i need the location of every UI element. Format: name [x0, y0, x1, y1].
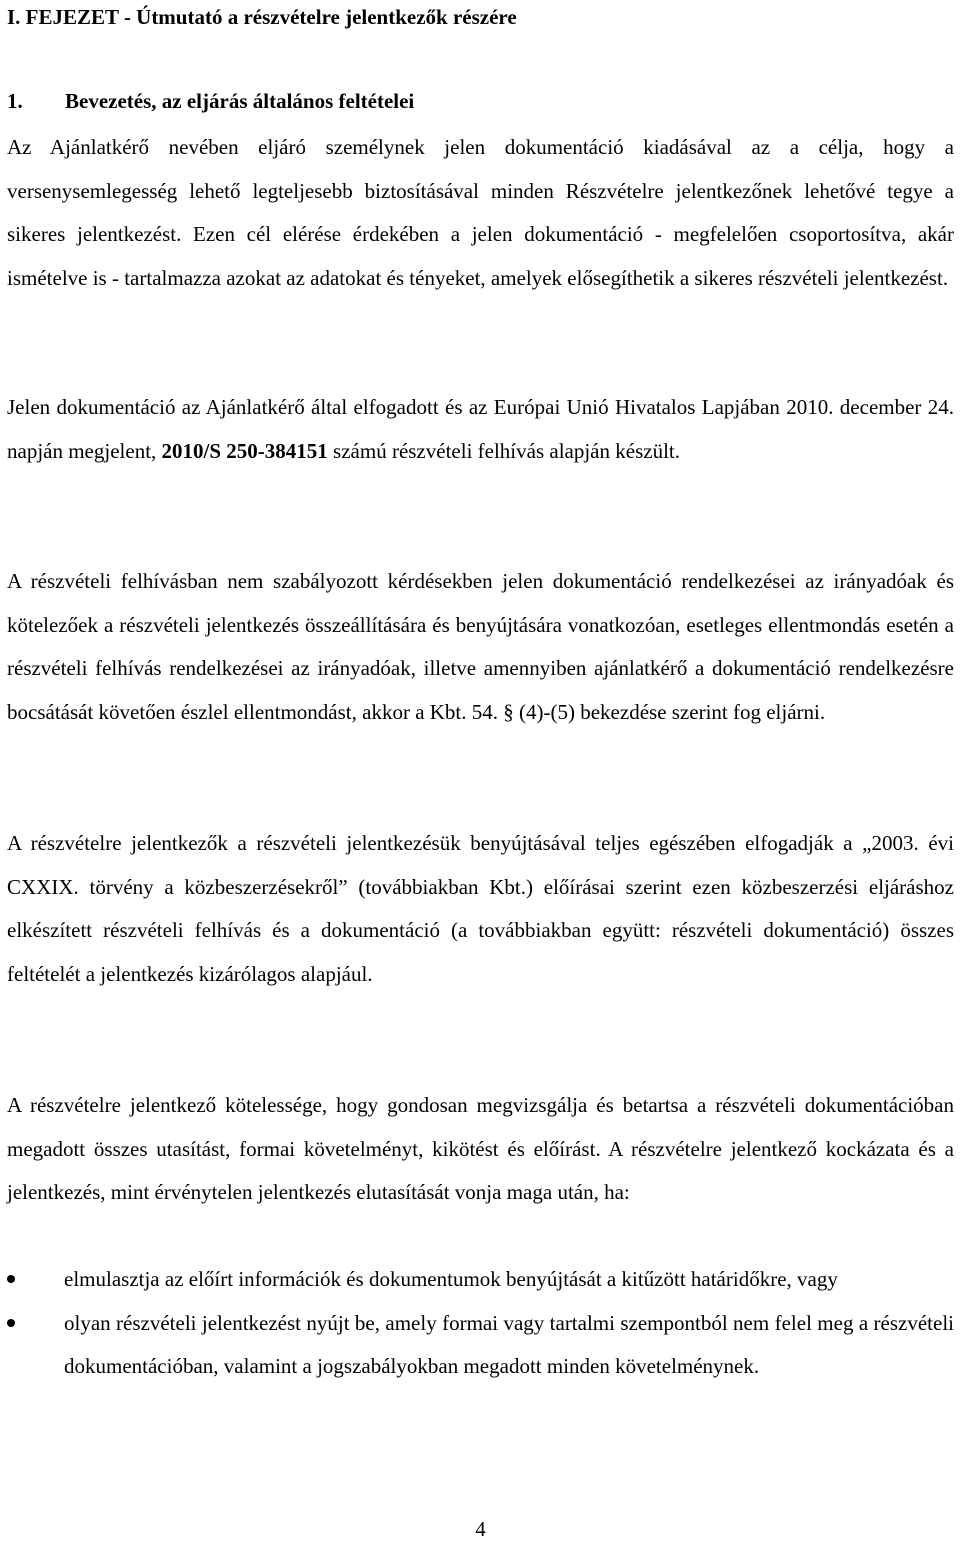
- list-item: [7, 1302, 954, 1389]
- bullet-icon: [7, 1275, 15, 1283]
- list-item-text: elmulasztja az előírt információk és dokumentumok benyújtását a kitűzött határidőkre, vagy: [64, 1267, 838, 1291]
- list-item: [7, 1258, 954, 1302]
- section-number: 1.: [7, 89, 23, 113]
- paragraph-acceptance: A részvételre jelentkezők a részvételi jelentkezésük benyújtásával teljes egészében elfogadják a „2003. évi CXXIX. törvény a közbeszerzésekről” (továbbiakban Kbt.) előírásai szerint ezen közbeszerzési eljáráshoz elkészített részvételi felhívás és a dokumentáció (a továbbiakban együtt: részvételi dokumentáció) összes feltételét a jelentkezés kizárólagos alapjául.: [7, 831, 954, 986]
- paragraph-intro: Az Ajánlatkérő nevében eljáró személynek jelen dokumentáció kiadásával az a célja, hogy a versenysemlegesség lehető legteljesebb biztosításával minden Részvételre jelentkezőnek lehetővé tegye a sikeres jelentkezést. Ezen cél elérése érdekében a jelen dokumentáció - megfelelően csoportosítva, akár ismételve is - tartalmazza azokat az adatokat és tényeket, amelyek elősegíthetik a sikeres részvételi jelentkezést.: [7, 135, 954, 290]
- page-number: 4: [475, 1517, 486, 1541]
- section-title: Bevezetés, az eljárás általános feltételei: [65, 89, 415, 113]
- chapter-title: I. FEJEZET - Útmutató a részvételre jelentkezők részére: [7, 5, 517, 29]
- paragraph-obligations: A részvételre jelentkező kötelessége, hogy gondosan megvizsgálja és betartsa a részvételi dokumentációban megadott összes utasítást, formai követelményt, kikötést és előírást. A részvételre jelentkező kockázata és a jelentkezés, mint érvénytelen jelentkezés elutasítását vonja maga után, ha:: [7, 1093, 954, 1204]
- list-item-text: olyan részvételi jelentkezést nyújt be, amely formai vagy tartalmi szempontból nem felel meg a részvételi dokumentációban, valamint a jogszabályokban megadott minden követelménynek.: [64, 1310, 954, 1378]
- paragraph-governing-rules: A részvételi felhívásban nem szabályozott kérdésekben jelen dokumentáció rendelkezései az irányadóak és kötelezőek a részvételi jelentkezés összeállítására és benyújtására vonatkozóan, esetleges ellentmondás esetén a részvételi felhívás rendelkezései az irányadóak, illetve amennyiben ajánlatkérő a dokumentáció rendelkezésre bocsátását követően észlel ellentmondást, akkor a Kbt. 54. § (4)-(5) bekezdése szerint fog eljárni.: [7, 569, 954, 724]
- rejection-conditions-list: [7, 1258, 954, 1389]
- publication-text-end: számú részvételi felhívás alapján készült.: [327, 438, 680, 463]
- section-heading: [7, 87, 414, 115]
- bullet-icon: [7, 1319, 15, 1327]
- publication-reference-number: 2010/S 250-384151: [161, 438, 328, 463]
- publication-text-start: Jelen dokumentáció az Ajánlatkérő által elfogadott és az Európai Unió Hivatalos Lapjában 2010. december 24. napján megjelent,: [7, 395, 954, 463]
- paragraph-publication: [7, 386, 954, 473]
